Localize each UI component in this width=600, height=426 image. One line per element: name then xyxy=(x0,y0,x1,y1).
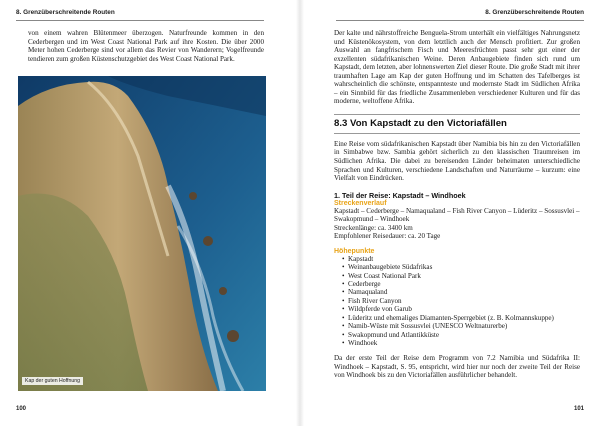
header-rule-left xyxy=(16,20,264,21)
left-intro-paragraph: von einem wahren Blütenmeer überzogen. Naturfreunde kommen in den Cederbergen und im West Coast National Park auf ihre Kosten. Die über 2000 Meter hohen Cederberge sind vor allem das Revier von Wanderern; Vogelfreunde tendieren zum großen Küstenschutzgebiet des West Coast National Park. xyxy=(28,29,264,63)
page-number-left: 100 xyxy=(16,406,27,412)
list-item: • Namaqualand xyxy=(342,288,580,296)
list-item: • Windhoek xyxy=(342,339,580,347)
photo-caption: Kap der guten Hoffnung xyxy=(22,377,83,385)
page-number-right: 101 xyxy=(573,406,584,412)
route-text: Kapstadt – Cederberge – Namaqualand – Fish River Canyon – Lüderitz – Sossusvlei – Swakopmund – Windhoek xyxy=(334,206,580,224)
book-gutter xyxy=(296,0,304,426)
right-intro-paragraph: Der kalte und nährstoffreiche Benguela-Strom unterhält ein vielfältiges Nahrungsnetz und Küstenökosystem, von dem letztlich auch der Mensch profitiert. Zur großen Auswahl an fangfrischem Fisch und Meeresfrüchten passt sehr gut einer der exzellenten südafrikanischen Weine. Deren Anbaugebiete finden sich rund um Kapstadt, dem letzten, aber lohnenswerten Ziel dieser Route. Die große Stadt mit ihrer traumhaften Lage am Kap der guten Hoffnung und im Schatten des Tafelberges ist wahrscheinlich die schönste, entspannteste und modernste Stadt im Südlichen Afrika – ein Sinnbild für das friedliche Zusammenleben verschiedener Kulturen und für das moderne, weltoffene Afrika. xyxy=(334,29,580,106)
cape-photo xyxy=(18,76,266,391)
section-intro-paragraph: Eine Reise vom südafrikanischen Kapstadt über Namibia bis hin zu den Victoriafällen in Simbabwe bzw. Sambia gehört sicherlich zu den klassischen Traumreisen im Südlichen Afrika. Die dabei zu bereisenden Länder beheimaten unterschiedliche Sprachen und Kulturen, verschiedene Landschaften und Naturräume – kurzum: eine Vielfalt von Eindrücken. xyxy=(334,139,580,183)
list-item: • Kapstadt xyxy=(342,255,580,263)
closing-paragraph: Da der erste Teil der Reise dem Programm von 7.2 Namibia und Südafrika II: Windhoek – Kapstadt, S. 95, entspricht, wird hier nur noch der zweite Teil der Reise von Windhoek bis zu den Victoriafällen ausführlicher behandelt. xyxy=(334,354,580,380)
duration-text: Empfohlener Reisedauer: ca. 20 Tage xyxy=(334,232,441,241)
list-item: • Fish River Canyon xyxy=(342,297,580,305)
right-column xyxy=(334,29,580,380)
list-item: • Lüderitz und ehemaliges Diamanten-Sperrgebiet (z. B. Kolmannskuppe) xyxy=(342,314,580,322)
highlights-list xyxy=(334,255,580,347)
header-rule-right xyxy=(336,20,584,21)
list-item: • Namib-Wüste mit Sossusvlei (UNESCO Weltnaturerbe) xyxy=(342,322,580,330)
list-item: • Cederberge xyxy=(342,280,580,288)
section-title: 8.3 Von Kapstadt zu den Victoriafällen xyxy=(334,117,507,129)
section-heading-block xyxy=(334,114,580,134)
left-page xyxy=(0,0,292,426)
cape-cliff-illustration xyxy=(18,76,266,391)
list-item: • Weinanbaugebiete Südafrikas xyxy=(342,263,580,271)
list-item: • Swakopmund und Atlantikküste xyxy=(342,331,580,339)
list-item: • West Coast National Park xyxy=(342,272,580,280)
part-title: 1. Teil der Reise: Kapstadt – Windhoek xyxy=(334,190,466,200)
running-header-right: 8. Grenzüberschreitende Routen xyxy=(485,9,584,16)
running-header-left: 8. Grenzüberschreitende Routen xyxy=(16,9,115,16)
right-page xyxy=(308,0,600,426)
route-heading: Streckenverlauf xyxy=(334,199,387,207)
distance-text: Streckenlänge: ca. 3400 km xyxy=(334,223,413,232)
list-item: • Wildpferde von Garub xyxy=(342,305,580,313)
highlights-heading: Höhepunkte xyxy=(334,247,375,255)
